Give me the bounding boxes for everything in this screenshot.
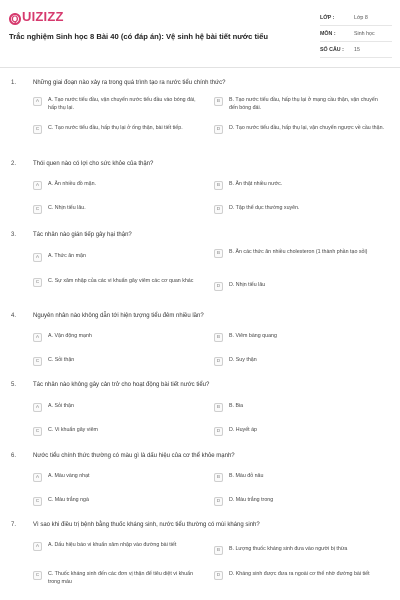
option-a[interactable] bbox=[33, 333, 203, 342]
option-text: C. Sự xâm nhập của các vi khuẩn gây viêm các cơ quan khác bbox=[48, 278, 194, 284]
meta-row-subject bbox=[320, 26, 392, 42]
option-badge: C bbox=[33, 278, 42, 287]
option-badge: D bbox=[214, 427, 223, 436]
option-badge: C bbox=[33, 205, 42, 214]
option-c[interactable] bbox=[33, 571, 203, 587]
option-text: B. Màu đỏ nâu bbox=[229, 473, 264, 479]
meta-key: LỚP : bbox=[320, 14, 335, 21]
option-d[interactable] bbox=[214, 125, 384, 134]
option-text: A. Ăn nhiều đồ mặn. bbox=[48, 181, 96, 187]
question-text: Vì sao khi điều trị bệnh bằng thuốc kháng sinh, nước tiểu thường có mùi kháng sinh? bbox=[33, 522, 260, 528]
option-badge: B bbox=[214, 403, 223, 412]
option-text: C. Màu trắng ngà bbox=[48, 497, 89, 503]
option-badge: A bbox=[33, 473, 42, 482]
option-text: B. Lượng thuốc kháng sinh đưa vào người bị thừa bbox=[229, 546, 348, 552]
option-d[interactable] bbox=[214, 357, 384, 366]
worksheet-meta bbox=[320, 10, 392, 58]
option-a[interactable] bbox=[33, 473, 203, 482]
option-text: B. Viêm bàng quang bbox=[229, 333, 277, 339]
option-d[interactable] bbox=[214, 571, 384, 580]
question-number: 4. bbox=[11, 313, 17, 319]
option-a[interactable] bbox=[33, 181, 203, 190]
option-b[interactable] bbox=[214, 181, 384, 190]
question-text: Tác nhân nào gián tiếp gây hại thận? bbox=[33, 232, 132, 238]
option-b[interactable] bbox=[214, 249, 384, 258]
option-d[interactable] bbox=[214, 282, 384, 291]
page-title: Trắc nghiệm Sinh học 8 Bài 40 (có đáp án): Vệ sinh hệ bài tiết nước tiểu bbox=[9, 32, 269, 41]
meta-key: MÔN : bbox=[320, 30, 336, 37]
option-badge: C bbox=[33, 357, 42, 366]
question-number: 5. bbox=[11, 382, 17, 388]
question-text: Nguyên nhân nào không dẫn tới hiện tượng tiểu đêm nhiều lần? bbox=[33, 313, 204, 319]
option-text: B. Tạo nước tiểu đầu, hấp thụ lại ở mạng cầu thận, vận chuyển đến bóng đái. bbox=[229, 97, 378, 111]
option-badge: B bbox=[214, 97, 223, 106]
option-text: D. Màu trắng trong bbox=[229, 497, 274, 503]
meta-value: 15 bbox=[354, 46, 360, 53]
option-a[interactable] bbox=[33, 403, 203, 412]
question-text: Nước tiểu chính thức thường có màu gì là dấu hiệu của cơ thể khỏe mạnh? bbox=[33, 453, 235, 459]
option-badge: D bbox=[214, 571, 223, 580]
option-b[interactable] bbox=[214, 546, 384, 555]
question-number: 2. bbox=[11, 161, 17, 167]
option-c[interactable] bbox=[33, 427, 203, 436]
option-badge: A bbox=[33, 253, 42, 262]
option-b[interactable] bbox=[214, 473, 384, 482]
option-text: B. Ăn các thức ăn nhiều cholesteron (1 thành phần tạo sỏi) bbox=[229, 249, 368, 255]
option-badge: D bbox=[214, 282, 223, 291]
option-badge: C bbox=[33, 571, 42, 580]
question-number: 7. bbox=[11, 522, 17, 528]
option-text: A. Thức ăn mặn bbox=[48, 253, 86, 259]
option-badge: D bbox=[214, 497, 223, 506]
option-badge: C bbox=[33, 427, 42, 436]
option-text: C. Thuốc kháng sinh đến các đơn vị thận để tiêu diệt vi khuẩn trong máu bbox=[48, 571, 194, 585]
option-badge: D bbox=[214, 125, 223, 134]
option-b[interactable] bbox=[214, 333, 384, 342]
meta-key: SỐ CÂU : bbox=[320, 46, 344, 53]
option-d[interactable] bbox=[214, 497, 384, 506]
meta-value: Lớp 8 bbox=[354, 14, 368, 21]
option-badge: D bbox=[214, 205, 223, 214]
question-number: 1. bbox=[11, 80, 17, 86]
option-text: D. Suy thận bbox=[229, 357, 257, 363]
question-text: Tác nhân nào không gây cản trở cho hoạt động bài tiết nước tiểu? bbox=[33, 382, 210, 388]
option-text: D. Kháng sinh được đưa ra ngoài cơ thể nhờ đường bài tiết bbox=[229, 571, 370, 577]
option-text: D. Nhịn tiểu lâu bbox=[229, 282, 266, 288]
option-c[interactable] bbox=[33, 125, 203, 134]
option-badge: A bbox=[33, 181, 42, 190]
meta-row-count bbox=[320, 42, 392, 58]
option-text: C. Vi khuẩn gây viêm bbox=[48, 427, 98, 433]
option-d[interactable] bbox=[214, 427, 384, 436]
option-badge: B bbox=[214, 181, 223, 190]
option-a[interactable] bbox=[33, 542, 203, 551]
worksheet-header bbox=[0, 0, 400, 68]
option-c[interactable] bbox=[33, 497, 203, 506]
option-text: A. Sỏi thận bbox=[48, 403, 74, 409]
option-text: B. Ăn thật nhiều nước. bbox=[229, 181, 283, 187]
option-c[interactable] bbox=[33, 205, 203, 214]
option-b[interactable] bbox=[214, 97, 384, 113]
option-text: A. Dấu hiệu báo vi khuẩn xâm nhập vào đường bài tiết bbox=[48, 542, 177, 548]
quizizz-logo[interactable]: Q UIZIZZ bbox=[9, 9, 64, 25]
question-number: 6. bbox=[11, 453, 17, 459]
option-c[interactable] bbox=[33, 278, 203, 287]
meta-value: Sinh học bbox=[354, 30, 375, 37]
option-text: A. Vận động mạnh bbox=[48, 333, 92, 339]
option-badge: A bbox=[33, 333, 42, 342]
option-text: C. Nhịn tiểu lâu. bbox=[48, 205, 86, 211]
question-text: Thói quen nào có lợi cho sức khỏe của thận? bbox=[33, 161, 154, 167]
option-text: D. Huyết áp bbox=[229, 427, 257, 433]
option-b[interactable] bbox=[214, 403, 384, 412]
option-badge: B bbox=[214, 333, 223, 342]
question-text: Những giai đoạn nào xảy ra trong quá trình tạo ra nước tiểu chính thức? bbox=[33, 80, 226, 86]
option-a[interactable] bbox=[33, 97, 203, 113]
option-badge: B bbox=[214, 473, 223, 482]
option-badge: A bbox=[33, 542, 42, 551]
option-badge: A bbox=[33, 403, 42, 412]
option-text: D. Tạo nước tiểu đầu, hấp thụ lại, vận chuyển ngược về cầu thận. bbox=[229, 125, 384, 131]
option-badge: C bbox=[33, 125, 42, 134]
option-badge: B bbox=[214, 249, 223, 258]
option-badge: B bbox=[214, 546, 223, 555]
option-a[interactable] bbox=[33, 253, 203, 262]
option-text: A. Màu vàng nhạt bbox=[48, 473, 90, 479]
option-d[interactable] bbox=[214, 205, 384, 214]
option-badge: D bbox=[214, 357, 223, 366]
question-number: 3. bbox=[11, 232, 17, 238]
option-text: A. Tạo nước tiểu đầu, vận chuyển nước tiểu đầu vào bóng đái, hấp thụ lại. bbox=[48, 97, 196, 111]
option-text: B. Bia bbox=[229, 403, 244, 409]
option-text: C. Tạo nước tiểu đầu, hấp thụ lại ở ống thận, bài tiết tiếp. bbox=[48, 125, 183, 131]
option-text: C. Sỏi thận bbox=[48, 357, 75, 363]
meta-row-grade bbox=[320, 10, 392, 26]
option-badge: A bbox=[33, 97, 42, 106]
option-c[interactable] bbox=[33, 357, 203, 366]
option-text: D. Tập thể dục thường xuyên. bbox=[229, 205, 300, 211]
option-badge: C bbox=[33, 497, 42, 506]
